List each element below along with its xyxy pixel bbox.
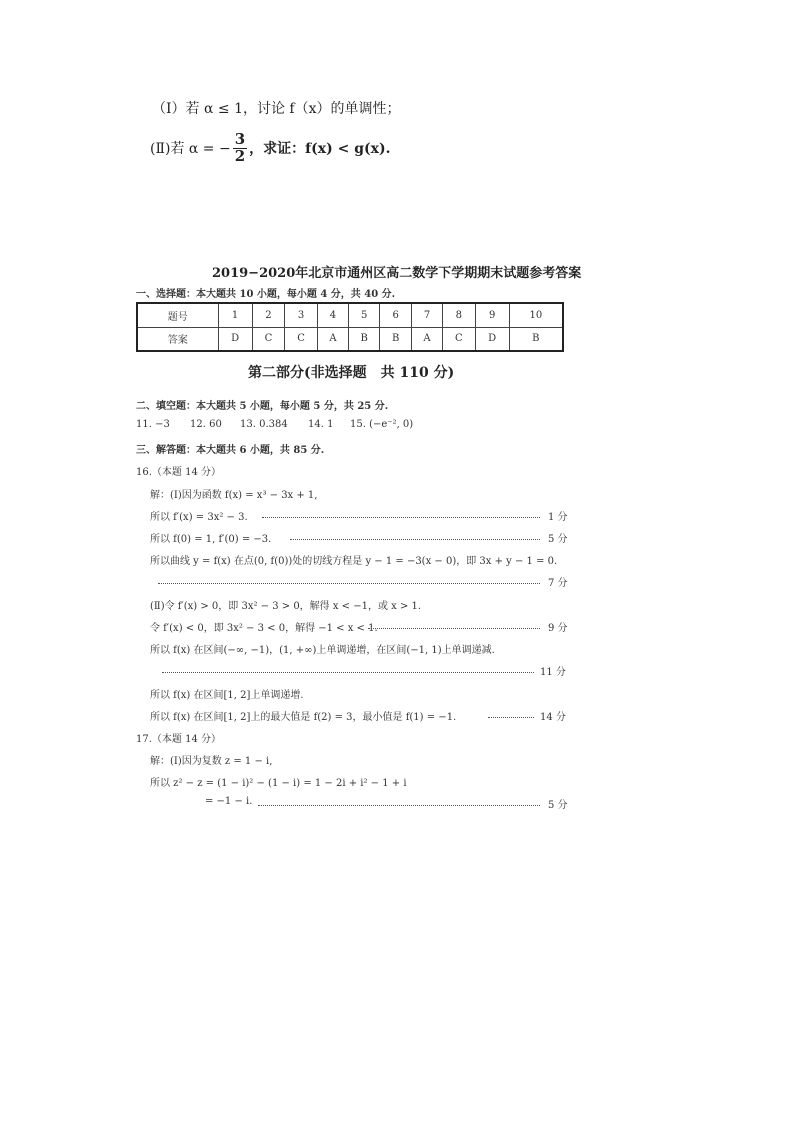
solution-line: 所以 f(x) 在区间[1, 2]上的最大值是 f(2) = 3，最小值是 f(1) = −1. — [150, 712, 457, 723]
table-cell: 4 — [317, 303, 348, 327]
score-mark: 7 分 — [548, 578, 568, 589]
table-cell: B — [380, 327, 412, 351]
solution-line: 令 f′(x) < 0，即 3x² − 3 < 0，解得 −1 < x < 1. — [150, 623, 378, 634]
leader-dots — [158, 583, 540, 584]
leader-dots — [488, 717, 534, 718]
solution-line: 所以 z² − z = (1 − i)² − (1 − i) = 1 − 2i + i² − 1 + i — [150, 778, 407, 789]
section-1-heading: 一、选择题：本大题共 10 小题，每小题 4 分，共 40 分. — [136, 289, 396, 300]
table-row-answers — [137, 327, 563, 351]
fill-answer: 14. 1 — [308, 419, 334, 430]
table-cell: 9 — [475, 303, 509, 327]
fill-answer: 15. (−e⁻², 0) — [350, 419, 414, 430]
table-cell: 5 — [348, 303, 380, 327]
fraction — [233, 132, 247, 165]
q16-header: 16.（本题 14 分） — [136, 467, 221, 478]
section-2-heading: 二、填空题：本大题共 5 小题，每小题 5 分，共 25 分. — [136, 401, 389, 412]
table-cell: 3 — [285, 303, 318, 327]
table-cell: C — [443, 327, 476, 351]
answer-table — [136, 302, 564, 352]
solution-line: 所以曲线 y = f(x) 在点(0, f(0))处的切线方程是 y − 1 = −3(x − 0)，即 3x + y − 1 = 0. — [150, 556, 558, 567]
table-cell: B — [348, 327, 380, 351]
solution-line: = −1 − i. — [205, 796, 253, 807]
table-cell: 10 — [509, 303, 563, 327]
section-3-heading: 三、解答题：本大题共 6 小题，共 85 分. — [136, 445, 325, 456]
table-cell: A — [411, 327, 442, 351]
fill-answer: 11. −3 — [136, 419, 170, 430]
solution-line: 解：(Ⅰ)因为复数 z = 1 − i, — [150, 756, 273, 767]
score-mark: 5 分 — [548, 534, 568, 545]
score-mark: 1 分 — [548, 512, 568, 523]
q17-header: 17.（本题 14 分） — [136, 734, 221, 745]
question-part-2-prefix: (Ⅱ)若 α = − — [150, 141, 231, 158]
solution-line: 所以 f′(x) = 3x² − 3. — [150, 512, 248, 523]
table-cell: D — [475, 327, 509, 351]
solution-line: 所以 f(x) 在区间(−∞, −1)，(1, +∞)上单调递增，在区间(−1, 1)上单调递减. — [150, 645, 495, 656]
table-cell: C — [252, 327, 285, 351]
table-cell: A — [317, 327, 348, 351]
leader-dots — [258, 805, 540, 806]
solution-line: 解：(Ⅰ)因为函数 f(x) = x³ − 3x + 1, — [150, 490, 318, 501]
question-part-1: （Ⅰ）若 α ≤ 1，讨论 f（x）的单调性； — [152, 101, 401, 117]
leader-dots — [368, 628, 540, 629]
fraction-denominator: 2 — [234, 146, 246, 165]
leader-dots — [290, 539, 540, 540]
table-cell: B — [509, 327, 563, 351]
fill-answer: 12. 60 — [190, 419, 222, 430]
fill-answer: 13. 0.384 — [240, 419, 288, 430]
score-mark: 11 分 — [540, 667, 566, 678]
leader-dots — [262, 517, 540, 518]
table-cell: 1 — [218, 303, 252, 327]
question-part-2 — [150, 132, 391, 165]
answer-title: 2019−2020年北京市通州区高二数学下学期期末试题参考答案 — [212, 266, 582, 281]
score-mark: 5 分 — [548, 800, 568, 811]
question-part-2-suffix: ，求证：f(x) < g(x). — [249, 141, 391, 158]
table-cell: C — [285, 327, 318, 351]
table-header-cell: 题号 — [137, 303, 218, 327]
table-header-cell: 答案 — [137, 327, 218, 351]
table-cell: D — [218, 327, 252, 351]
table-cell: 8 — [443, 303, 476, 327]
solution-line: 所以 f(x) 在区间[1, 2]上单调递增. — [150, 690, 304, 701]
solution-line: (Ⅱ)令 f′(x) > 0，即 3x² − 3 > 0，解得 x < −1，或 x > 1. — [150, 601, 422, 612]
table-row-numbers — [137, 303, 563, 327]
leader-dots — [162, 672, 534, 673]
solution-line: 所以 f(0) = 1, f′(0) = −3. — [150, 534, 272, 545]
table-cell: 6 — [380, 303, 412, 327]
table-cell: 2 — [252, 303, 285, 327]
score-mark: 9 分 — [548, 623, 568, 634]
score-mark: 14 分 — [540, 712, 566, 723]
part-2-title: 第二部分(非选择题 共 110 分) — [248, 365, 455, 381]
fraction-numerator: 3 — [234, 130, 246, 148]
table-cell: 7 — [411, 303, 442, 327]
